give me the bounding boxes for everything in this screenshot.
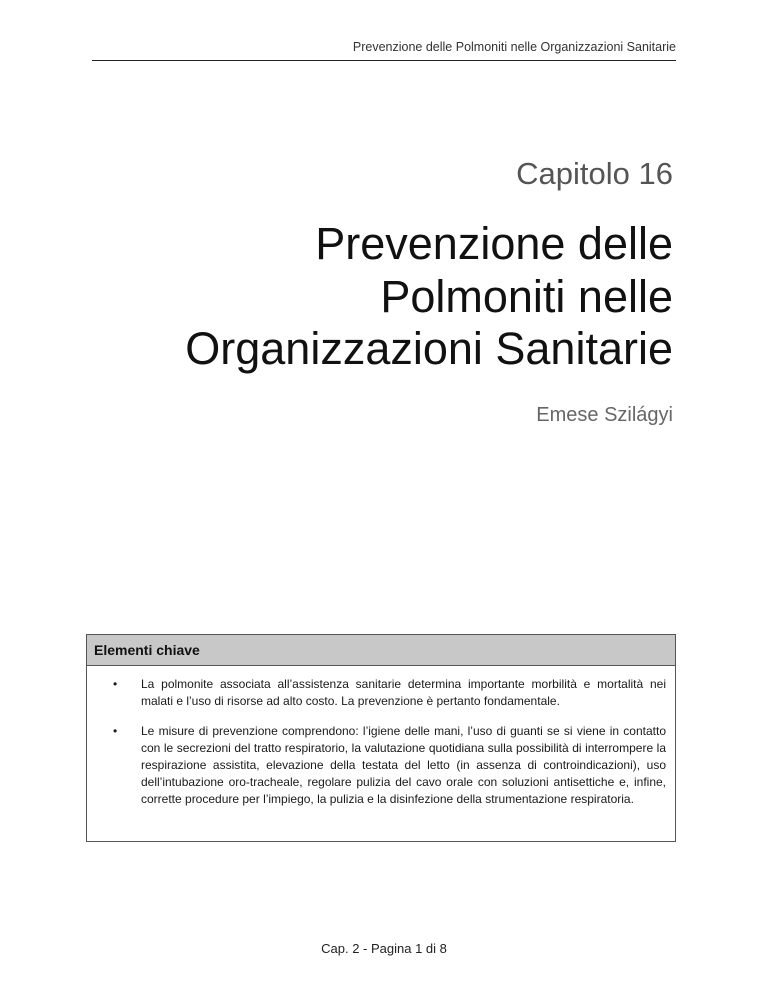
list-item	[113, 723, 666, 808]
running-header: Prevenzione delle Polmoniti nelle Organizzazioni Sanitarie	[92, 40, 676, 61]
chapter-title-line: Polmoniti nelle	[380, 270, 673, 322]
chapter-title-line: Prevenzione delle	[315, 218, 673, 269]
chapter-title-line: Organizzazioni Sanitarie	[185, 323, 673, 375]
bullet-icon: •	[113, 724, 118, 739]
chapter-title	[113, 218, 673, 376]
list-item	[113, 676, 666, 710]
page-footer: Cap. 2 - Pagina 1 di 8	[321, 941, 447, 956]
list-item-text: La polmonite associata all’assistenza sanitarie determina importante morbilità e mortalità nei malati e l’uso di risorse ad alto costo. La prevenzione è pertanto fondamentale.	[141, 677, 666, 709]
key-elements-box	[86, 634, 676, 842]
key-elements-list	[87, 676, 675, 808]
bullet-icon: •	[113, 677, 118, 691]
author-name: Emese Szilágyi	[536, 404, 673, 426]
list-item-text: Le misure di prevenzione comprendono: l’igiene delle mani, l’uso di guanti se si viene in contatto con le secrezioni del tratto respiratorio, la valutazione quotidiana sulla possibilità di interrompere la respirazione assistita, elevazione della testata del letto (in assenza di controindicazioni), uso dell’intubazione oro-tracheale, regolare pulizia del cavo orale con soluzioni antisettiche e, infine, corrette procedure per l’impiego, la pulizia e la disinfezione della strumentazione respiratoria.	[141, 724, 666, 807]
key-elements-heading: Elementi chiave	[87, 635, 675, 666]
chapter-label: Capitolo 16	[516, 156, 673, 191]
